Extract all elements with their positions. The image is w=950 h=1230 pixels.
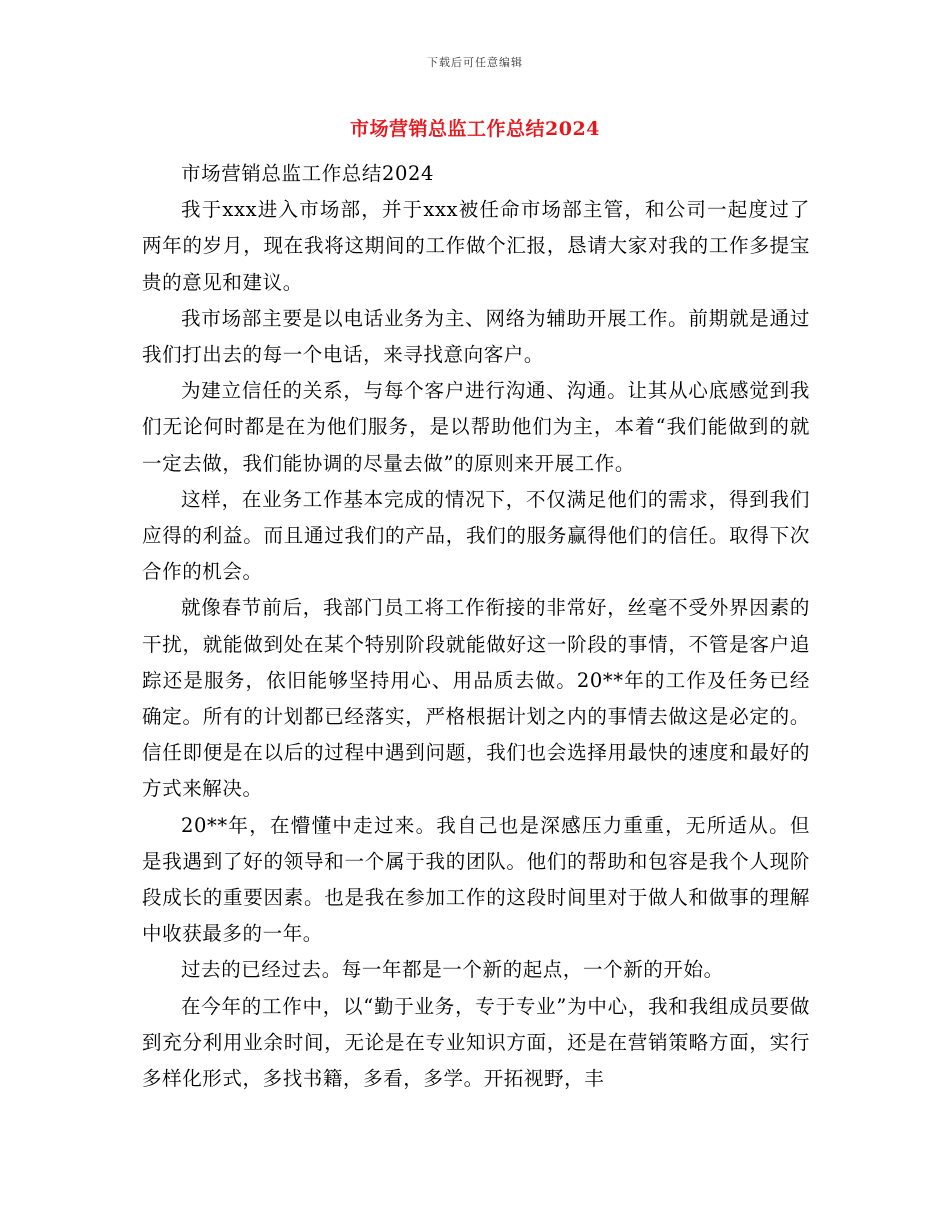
paragraph: 20**年，在懵懂中走过来。我自己也是深感压力重重，无所适从。但是我遇到了好的领导和一个属于我的团队。他们的帮助和包容是我个人现阶段成长的重要因素。也是我在参加工作的这段时间里对于做人和做事的理解中收获最多的一年。 [142, 813, 810, 946]
paragraph: 市场营销总监工作总结2024 [181, 162, 435, 185]
document-body [142, 156, 810, 1097]
paragraph: 我市场部主要是以电话业务为主、网络为辅助开展工作。前期就是通过我们打出去的每一个电话，来寻找意向客户。 [142, 306, 810, 367]
paragraph: 就像春节前后，我部门员工将工作衔接的非常好，丝毫不受外界因素的干扰，就能做到处在某个特别阶段就能做好这一阶段的事情，不管是客户追踪还是服务，依旧能够坚持用心、用品质去做。20**年的工作及任务已经确定。所有的计划都已经落实，严格根据计划之内的事情去做这是必定的。信任即便是在以后的过程中遇到问题，我们也会选择用最快的速度和最好的方式来解决。 [142, 596, 810, 801]
paragraph: 为建立信任的关系，与每个客户进行沟通、沟通。让其从心底感觉到我们无论何时都是在为他们服务，是以帮助他们为主，本着“我们能做到的就一定去做，我们能协调的尽量去做”的原则来开展工作。 [142, 379, 810, 475]
header-note: 下载后可任意编辑 [427, 56, 523, 69]
paragraph: 我于xxx进入市场部，并于xxx被任命市场部主管，和公司一起度过了两年的岁月，现在我将这期间的工作做个汇报，恳请大家对我的工作多提宝贵的意见和建议。 [142, 198, 810, 294]
document-title: 市场营销总监工作总结2024 [350, 118, 600, 140]
paragraph: 这样，在业务工作基本完成的情况下，不仅满足他们的需求，得到我们应得的利益。而且通过我们的产品，我们的服务赢得他们的信任。取得下次合作的机会。 [142, 487, 810, 584]
paragraph: 在今年的工作中，以“勤于业务，专于专业”为中心，我和我组成员要做到充分利用业余时间，无论是在专业知识方面，还是在营销策略方面，实行多样化形式，多找书籍，多看，多学。开拓视野，丰 [142, 994, 810, 1091]
paragraph: 过去的已经过去。每一年都是一个新的起点，一个新的开始。 [181, 958, 724, 982]
